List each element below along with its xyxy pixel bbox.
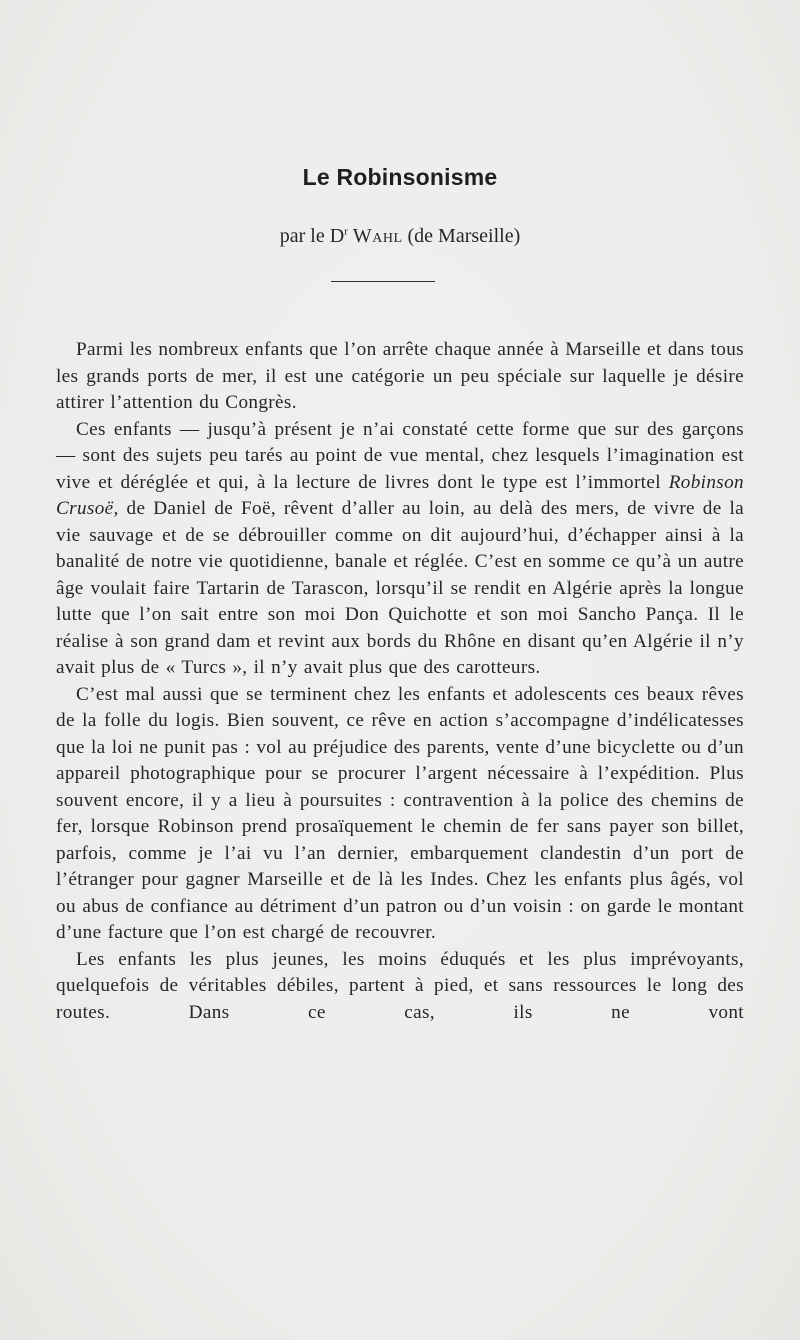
article-title: Le Robinsonisme: [302, 164, 498, 190]
article-byline: [0, 225, 800, 248]
article-body: [56, 337, 744, 1026]
paragraph-2-text-after: de Daniel de Foë, rêvent d’aller au loin, au delà des mers, de vivre de la vie sauvage et de se débrouiller comme on dit aujourd’hui, d’échapper ainsi à la banalité de notre vie quotidienne, banale et réglée. C’est en somme ce qu’à un autre âge voulait faire Tartarin de Tarascon, lorsqu’il se rendit en Algérie après la longue lutte que l’on sait entre son moi Don Quichotte et son moi Sancho Pança. Il le réalise à son grand dam et revint aux bords du Rhône en disant qu’en Algérie il n’y avait plus de « Turcs », il n’y avait plus que des carotteurs.: [56, 498, 744, 678]
paragraph-4: Les enfants les plus jeunes, les moins éduqués et les plus imprévoyants, quelquefois de véritables débiles, partent à pied, et sans ressources le long des routes. Dans ce cas, ils ne vont: [56, 948, 744, 1023]
byline-affiliation: (de Marseille): [407, 225, 521, 247]
book-title-robinson-crusoe: Robinson Crusoë,: [56, 471, 744, 519]
byline-prefix: par le D: [279, 225, 345, 247]
byline-author: Wahl: [352, 225, 403, 247]
paragraph-1: Parmi les nombreux enfants que l’on arrête chaque année à Marseille et dans tous les grands ports de mer, il est une catégorie un peu spéciale sur laquelle je désire attirer l’attention du Congrès.: [56, 339, 744, 413]
title-separator-rule: [331, 281, 435, 282]
paragraph-3: C’est mal aussi que se terminent chez les enfants et adolescents ces beaux rêves de la folle du logis. Bien souvent, ce rêve en action s’accompagne d’indélicatesses que la loi ne punit pas : vol au préjudice des parents, vente d’une bicyclette ou d’un appareil photographique pour se procurer l’argent nécessaire à l’expédition. Plus souvent encore, il y a lieu à poursuites : contravention à la police des chemins de fer, lorsque Robinson prend prosaïquement le chemin de fer sans payer son billet, parfois, comme je l’ai vu l’an dernier, embarquement clandestin d’un port de l’étranger pour gagner Marseille et de là les Indes. Chez les enfants plus âgés, vol ou abus de confiance au détriment d’un patron ou d’un voisin : on garde le montant d’une facture que l’on est chargé de recouvrer.: [56, 683, 744, 943]
byline-title-superscript: r: [344, 225, 348, 238]
paragraph-2-text-before: Ces enfants — jusqu’à présent je n’ai constaté cette forme que sur des garçons — sont des sujets peu tarés au point de vue mental, chez lesquels l’imagination est vive et déréglée et qui, à la lecture de livres dont le type est l’immortel: [56, 418, 744, 493]
paragraph-2: [56, 417, 744, 682]
